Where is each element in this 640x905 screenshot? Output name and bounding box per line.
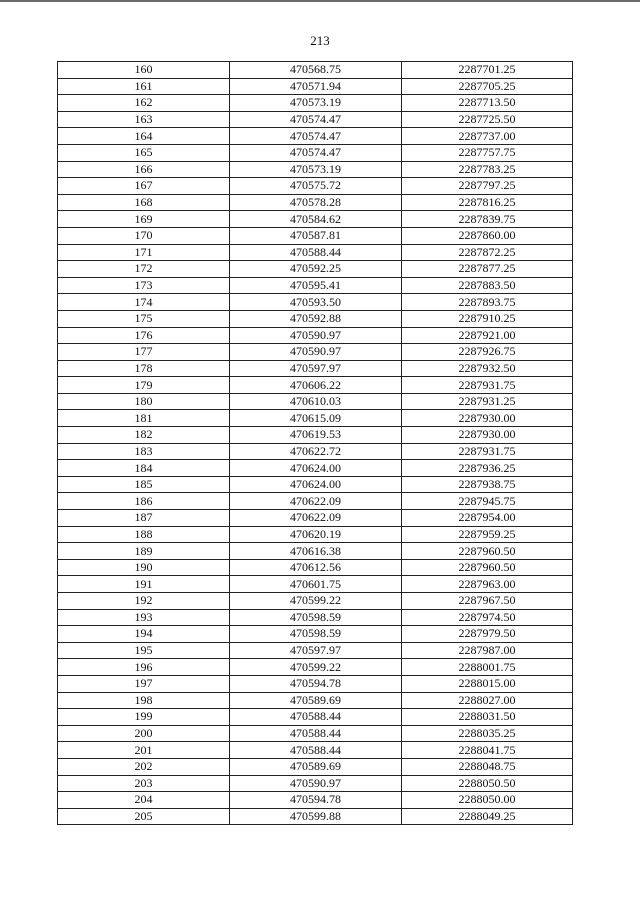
y-coordinate-cell: 2287839.75 [402,211,573,228]
point-number-cell: 200 [58,725,230,742]
point-number-cell: 176 [58,327,230,344]
point-number-cell: 188 [58,526,230,543]
table-row [58,493,573,510]
y-coordinate-cell: 2287959.25 [402,526,573,543]
point-number-cell: 174 [58,294,230,311]
table-row [58,692,573,709]
x-coordinate-cell: 470578.28 [230,194,402,211]
table-row [58,294,573,311]
point-number-cell: 185 [58,476,230,493]
x-coordinate-cell: 470590.97 [230,775,402,792]
x-coordinate-cell: 470589.69 [230,758,402,775]
table-row [58,443,573,460]
y-coordinate-cell: 2287931.75 [402,377,573,394]
point-number-cell: 165 [58,144,230,161]
y-coordinate-cell: 2287967.50 [402,593,573,610]
x-coordinate-cell: 470592.25 [230,261,402,278]
x-coordinate-cell: 470616.38 [230,543,402,560]
y-coordinate-cell: 2287974.50 [402,609,573,626]
table-row [58,377,573,394]
point-number-cell: 177 [58,344,230,361]
y-coordinate-cell: 2287816.25 [402,194,573,211]
point-number-cell: 175 [58,310,230,327]
y-coordinate-cell: 2287938.75 [402,476,573,493]
y-coordinate-cell: 2288031.50 [402,709,573,726]
point-number-cell: 183 [58,443,230,460]
table-row [58,360,573,377]
y-coordinate-cell: 2288015.00 [402,675,573,692]
table-row [58,161,573,178]
x-coordinate-cell: 470588.44 [230,742,402,759]
point-number-cell: 197 [58,675,230,692]
coordinates-table-body [58,62,573,825]
x-coordinate-cell: 470590.97 [230,344,402,361]
x-coordinate-cell: 470601.75 [230,576,402,593]
y-coordinate-cell: 2287713.50 [402,95,573,112]
point-number-cell: 169 [58,211,230,228]
point-number-cell: 191 [58,576,230,593]
y-coordinate-cell: 2287737.00 [402,128,573,145]
y-coordinate-cell: 2287883.50 [402,277,573,294]
point-number-cell: 192 [58,593,230,610]
table-row [58,62,573,79]
point-number-cell: 160 [58,62,230,79]
y-coordinate-cell: 2287960.50 [402,543,573,560]
table-row [58,111,573,128]
y-coordinate-cell: 2287705.25 [402,78,573,95]
point-number-cell: 203 [58,775,230,792]
point-number-cell: 187 [58,510,230,527]
x-coordinate-cell: 470599.22 [230,593,402,610]
point-number-cell: 163 [58,111,230,128]
table-row [58,427,573,444]
y-coordinate-cell: 2288050.50 [402,775,573,792]
y-coordinate-cell: 2287936.25 [402,460,573,477]
y-coordinate-cell: 2287701.25 [402,62,573,79]
x-coordinate-cell: 470593.50 [230,294,402,311]
table-row [58,675,573,692]
x-coordinate-cell: 470589.69 [230,692,402,709]
y-coordinate-cell: 2288048.75 [402,758,573,775]
x-coordinate-cell: 470622.09 [230,493,402,510]
table-row [58,642,573,659]
point-number-cell: 202 [58,758,230,775]
x-coordinate-cell: 470568.75 [230,62,402,79]
point-number-cell: 198 [58,692,230,709]
x-coordinate-cell: 470594.78 [230,675,402,692]
page-number: 213 [310,33,330,48]
table-row [58,526,573,543]
table-row [58,576,573,593]
y-coordinate-cell: 2287757.75 [402,144,573,161]
table-row [58,792,573,809]
y-coordinate-cell: 2287960.50 [402,559,573,576]
point-number-cell: 179 [58,377,230,394]
point-number-cell: 166 [58,161,230,178]
table-row [58,227,573,244]
x-coordinate-cell: 470599.88 [230,808,402,825]
x-coordinate-cell: 470592.88 [230,310,402,327]
y-coordinate-cell: 2287893.75 [402,294,573,311]
y-coordinate-cell: 2287979.50 [402,626,573,643]
point-number-cell: 201 [58,742,230,759]
table-row [58,559,573,576]
table-row [58,144,573,161]
y-coordinate-cell: 2287930.00 [402,410,573,427]
x-coordinate-cell: 470599.22 [230,659,402,676]
x-coordinate-cell: 470573.19 [230,95,402,112]
x-coordinate-cell: 470615.09 [230,410,402,427]
table-row [58,808,573,825]
table-row [58,277,573,294]
y-coordinate-cell: 2287930.00 [402,427,573,444]
table-row [58,410,573,427]
x-coordinate-cell: 470620.19 [230,526,402,543]
table-row [58,95,573,112]
point-number-cell: 190 [58,559,230,576]
point-number-cell: 170 [58,227,230,244]
table-row [58,659,573,676]
point-number-cell: 173 [58,277,230,294]
y-coordinate-cell: 2288027.00 [402,692,573,709]
y-coordinate-cell: 2287783.25 [402,161,573,178]
y-coordinate-cell: 2287987.00 [402,642,573,659]
x-coordinate-cell: 470594.78 [230,792,402,809]
y-coordinate-cell: 2288001.75 [402,659,573,676]
table-row [58,244,573,261]
table-row [58,178,573,195]
point-number-cell: 182 [58,427,230,444]
x-coordinate-cell: 470619.53 [230,427,402,444]
point-number-cell: 186 [58,493,230,510]
table-row [58,626,573,643]
x-coordinate-cell: 470606.22 [230,377,402,394]
point-number-cell: 161 [58,78,230,95]
y-coordinate-cell: 2287872.25 [402,244,573,261]
x-coordinate-cell: 470622.09 [230,510,402,527]
point-number-cell: 171 [58,244,230,261]
x-coordinate-cell: 470590.97 [230,327,402,344]
point-number-cell: 178 [58,360,230,377]
table-row [58,327,573,344]
point-number-cell: 196 [58,659,230,676]
y-coordinate-cell: 2287725.50 [402,111,573,128]
y-coordinate-cell: 2287926.75 [402,344,573,361]
page-top-rule [0,0,640,2]
point-number-cell: 193 [58,609,230,626]
x-coordinate-cell: 470598.59 [230,626,402,643]
x-coordinate-cell: 470612.56 [230,559,402,576]
table-row [58,310,573,327]
table-row [58,758,573,775]
x-coordinate-cell: 470588.44 [230,709,402,726]
y-coordinate-cell: 2287945.75 [402,493,573,510]
point-number-cell: 181 [58,410,230,427]
table-row [58,543,573,560]
x-coordinate-cell: 470574.47 [230,128,402,145]
x-coordinate-cell: 470610.03 [230,393,402,410]
table-row [58,709,573,726]
x-coordinate-cell: 470597.97 [230,360,402,377]
table-row [58,460,573,477]
point-number-cell: 168 [58,194,230,211]
x-coordinate-cell: 470571.94 [230,78,402,95]
table-row [58,476,573,493]
table-row [58,393,573,410]
table-row [58,742,573,759]
table-row [58,775,573,792]
coordinates-table [57,61,573,825]
table-row [58,344,573,361]
x-coordinate-cell: 470624.00 [230,460,402,477]
point-number-cell: 184 [58,460,230,477]
y-coordinate-cell: 2287910.25 [402,310,573,327]
table-row [58,510,573,527]
point-number-cell: 180 [58,393,230,410]
x-coordinate-cell: 470574.47 [230,111,402,128]
y-coordinate-cell: 2288041.75 [402,742,573,759]
x-coordinate-cell: 470575.72 [230,178,402,195]
point-number-cell: 199 [58,709,230,726]
y-coordinate-cell: 2287931.25 [402,393,573,410]
x-coordinate-cell: 470584.62 [230,211,402,228]
y-coordinate-cell: 2288035.25 [402,725,573,742]
x-coordinate-cell: 470598.59 [230,609,402,626]
table-row [58,211,573,228]
x-coordinate-cell: 470595.41 [230,277,402,294]
table-row [58,725,573,742]
point-number-cell: 164 [58,128,230,145]
y-coordinate-cell: 2287963.00 [402,576,573,593]
y-coordinate-cell: 2287954.00 [402,510,573,527]
table-row [58,194,573,211]
y-coordinate-cell: 2287797.25 [402,178,573,195]
x-coordinate-cell: 470597.97 [230,642,402,659]
table-row [58,128,573,145]
point-number-cell: 189 [58,543,230,560]
point-number-cell: 205 [58,808,230,825]
x-coordinate-cell: 470622.72 [230,443,402,460]
x-coordinate-cell: 470588.44 [230,725,402,742]
x-coordinate-cell: 470573.19 [230,161,402,178]
table-row [58,261,573,278]
point-number-cell: 167 [58,178,230,195]
table-row [58,609,573,626]
table-row [58,78,573,95]
x-coordinate-cell: 470624.00 [230,476,402,493]
x-coordinate-cell: 470587.81 [230,227,402,244]
point-number-cell: 195 [58,642,230,659]
y-coordinate-cell: 2287931.75 [402,443,573,460]
y-coordinate-cell: 2287932.50 [402,360,573,377]
x-coordinate-cell: 470588.44 [230,244,402,261]
y-coordinate-cell: 2287860.00 [402,227,573,244]
table-row [58,593,573,610]
y-coordinate-cell: 2287877.25 [402,261,573,278]
y-coordinate-cell: 2288050.00 [402,792,573,809]
point-number-cell: 194 [58,626,230,643]
point-number-cell: 204 [58,792,230,809]
point-number-cell: 162 [58,95,230,112]
y-coordinate-cell: 2288049.25 [402,808,573,825]
point-number-cell: 172 [58,261,230,278]
y-coordinate-cell: 2287921.00 [402,327,573,344]
x-coordinate-cell: 470574.47 [230,144,402,161]
